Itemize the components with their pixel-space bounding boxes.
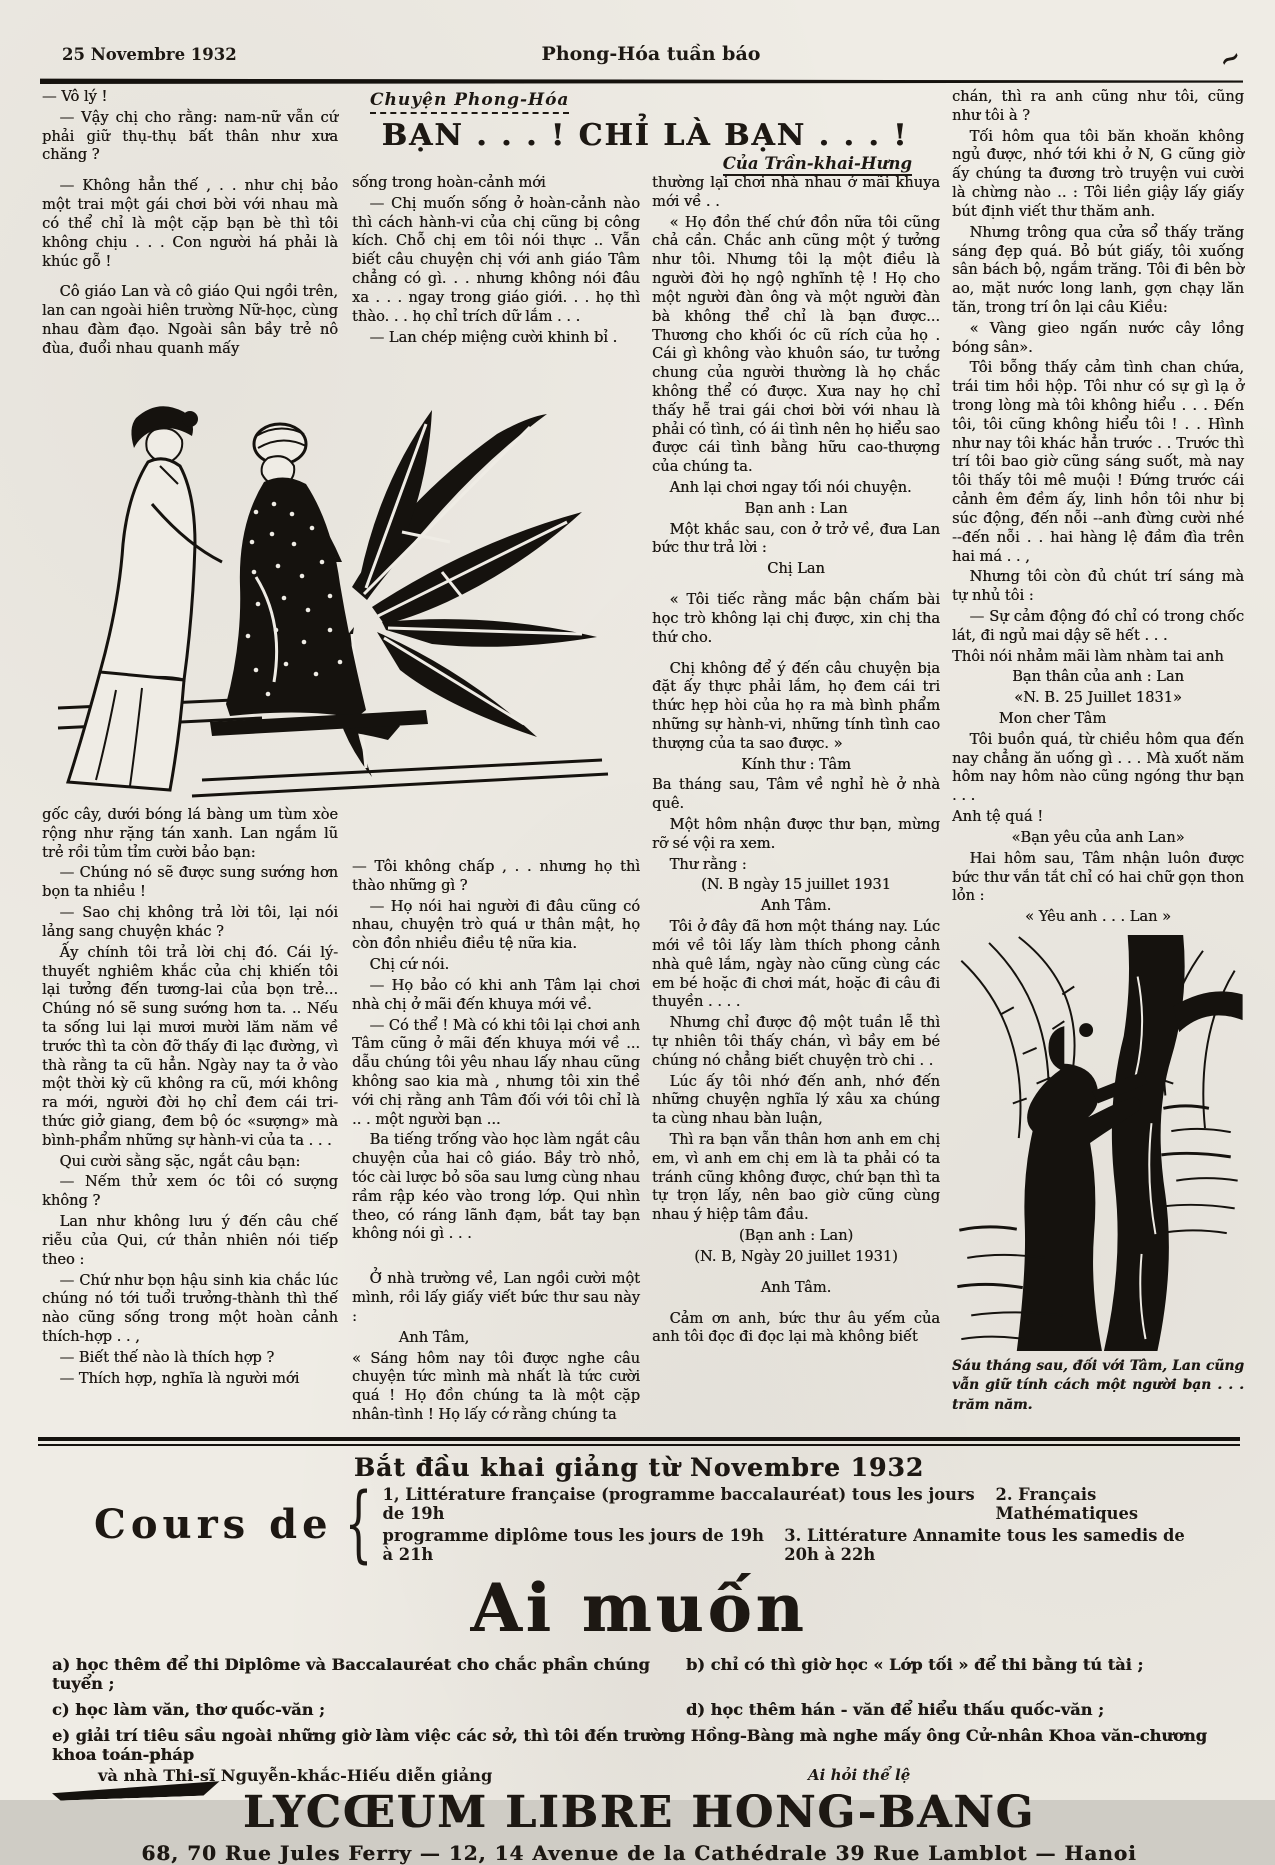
column-2-bottom — [352, 858, 640, 1435]
ad-course-1b: programme diplôme tous les jours de 19h à 21h — [382, 1526, 764, 1564]
byline-row — [352, 154, 938, 176]
story-paragraph: — Thích hợp, nghĩa là người mới — [59, 1369, 300, 1387]
ad-headline: Ai muốn — [470, 1569, 808, 1647]
story-paragraph: Anh lại chơi ngay tối nói chuyện. — [669, 479, 912, 496]
ad-course-option: a) học thêm để thi Diplôme và Baccalauréat cho chắc phần chúng tuyển ; — [52, 1655, 650, 1693]
story-paragraph: Nhưng trông qua cửa sổ thấy trăng sáng đẹp quá. Bỏ bút giấy, tôi xuống sân bách bộ, ngắm trăng. Tôi đi bên bờ ao, mặt nước long lanh, gợn chạy lăn tăn, trong trí ôn lại câu Kiều: — [952, 223, 1244, 316]
section-divider-rule — [38, 1437, 1240, 1446]
column-1-top — [42, 88, 338, 370]
ad-course-option-e: e) giải trí tiêu sầu ngoài những giờ làm việc các sở, thì tôi đến trường Hồng-Bàng mà nghe mấy ông Cử-nhân Khoa văn-chương khoa toán-pháp — [52, 1726, 1207, 1764]
ad-course-3: 3. Littérature Annamite tous les samedis de 20h à 22h — [784, 1526, 1185, 1564]
story-paragraph: Thì ra bạn vẫn thân hơn anh em chị em, vì anh em chị em là ta phải có ta tránh cũng không được, chứ bạn thì ta tự trọn lấy, nên bao giờ cũng cùng nhau ý hiệp tâm đầu. — [652, 1131, 940, 1224]
story-paragraph: Anh Tâm. — [760, 897, 832, 915]
story-paragraph: Anh tệ quá ! — [952, 808, 1044, 826]
story-paragraph: « Họ đồn thế chứ đồn nữa tôi cũng chả cần. Chắc anh cũng một ý tưởng như tôi. Nhưng tôi lạ một điều là người đời họ ngộ nghĩnh tệ ! Họ cho một người đàn ông và một người đàn bà không thể chỉ là bạn được... Thương cho khối óc cũ rích của họ . Cái gì không vào khuôn sáo, tư tưởng chung của người thường là họ chắc không thể có được. Xưa nay họ chỉ thấy hễ trai gái chơi bời với nhau là phải có tình, có ái tình nên họ hiểu sao được cái tình bằng hữu cao-thượng của chúng ta. — [652, 213, 940, 476]
column-3 — [652, 174, 940, 1435]
page-header — [40, 38, 1248, 78]
ad-course-line-1 — [383, 1485, 1220, 1523]
column-2-top — [352, 174, 640, 372]
story-paragraph: — Lan chép miệng cười khinh bỉ . — [369, 328, 618, 346]
story-paragraph: Qui cười sằng sặc, ngắt câu bạn: — [59, 1152, 301, 1170]
ad-cours-label: Cours de — [94, 1501, 333, 1548]
story-paragraph: Hai hôm sau, Tâm nhận luôn được bức thư vắn tắt chỉ có hai chữ gọn thon lỏn : — [952, 849, 1244, 905]
tree-trunk — [1104, 935, 1243, 1351]
story-paragraph: «Bạn yêu của anh Lan» — [1011, 828, 1185, 846]
story-paragraph: Tôi bỗng thấy cảm tình chan chứa, trái tim hồi hộp. Tôi như có sự gì lạ ở trong lòng mà tôi không hiểu . . . Đến tôi, tôi cũng không hiểu tôi ! . . Hình như nay tôi khác hẳn trước . . Trước thì trí tôi bao giờ cũng sáng suốt, mà nay tôi thấy tôi mê muội ! Đứng trước cái cảnh êm đềm ấy, linh hồn tôi như bị súc động, đến nỗi --anh đừng cười nhé --đến nỗi . . hai hàng lệ đầm đìa trên hai má . . , — [952, 359, 1244, 565]
story-paragraph: — Vậy chị cho rằng: nam-nữ vẫn cứ phải giữ thụ-thụ bất thân như xưa chăng ? — [42, 108, 338, 164]
story-paragraph: — Nếm thử xem óc tôi có sượng không ? — [42, 1173, 338, 1210]
story-paragraph: — Sao chị không trả lời tôi, lại nói lảng sang chuyện khác ? — [42, 904, 338, 940]
story-paragraph: Bạn anh : Lan — [744, 499, 848, 517]
story-paragraph: Bạn thân của anh : Lan — [1012, 668, 1184, 686]
story-paragraph: Mon cher Tâm — [998, 710, 1107, 727]
story-paragraph: Ba tháng sau, Tâm về nghỉ hè ở nhà quê. — [652, 776, 940, 813]
story-paragraph: Một hôm nhận được thư bạn, mừng rỡ sé vội ra xem. — [652, 816, 940, 852]
story-byline: Của Trần-khai-Hưng — [723, 154, 912, 176]
story-paragraph: Cô giáo Lan và cô giáo Qui ngồi trên, lan can ngoài hiên trường Nữ-học, cùng nhau đàm đạo. Ngoài sân bầy trẻ nô đùa, đuổi nhau quanh mấy — [42, 283, 338, 357]
story-paragraph: — Chứ như bọn hậu sinh kia chắc lúc chúng nó tới tuổi trưởng-thành thì thế nào cũng sống trong một hoàn cảnh thích-hợp . . , — [42, 1271, 338, 1345]
teacher-right — [210, 424, 428, 740]
story-paragraph: (Bạn anh : Lan) — [738, 1227, 854, 1245]
story-paragraph: « Yêu anh . . . Lan » — [1025, 908, 1171, 926]
story-paragraph: (N. B, Ngày 20 juillet 1931) — [694, 1247, 898, 1265]
story-paragraph: sống trong hoàn-cảnh mới — [352, 174, 546, 191]
story-paragraph: Ở nhà trường về, Lan ngồi cười một mình, rồi lấy giấy viết bức thư sau này : — [352, 1270, 640, 1325]
story-paragraph: Tôi buồn quá, từ chiều hôm qua đến nay chẳng ăn uống gì . . . Mà xuốt năm hôm nay hôm nào cũng ngóng thư bạn . . . — [952, 730, 1244, 805]
illustration-woman-by-tree — [952, 935, 1244, 1351]
corner-ink-mark-icon: ~ — [1213, 40, 1248, 78]
story-paragraph: — Có thể ! Mà có khi tôi lại chơi anh Tâm cũng ở mãi đến khuya mới về ... dẫu chúng tôi yêu nhau lấy nhau cũng không sao kia mà , nhưng tôi xin thề với chị rằng anh Tâm đối với tôi chỉ là .. . một người bạn ... — [352, 1016, 640, 1128]
story-paragraph: « Sáng hôm nay tôi được nghe câu chuyện tức mình mà nhất là tức cười quá ! Họ đồn chúng ta là một cặp nhân-tình ! Họ lấy cớ rằng chúng ta — [352, 1349, 640, 1423]
story-paragraph: Tôi ở đây đã hơn một tháng nay. Lúc mới về tôi lấy làm thích phong cảnh nhà quê lắm, ngày nào cũng cùng các em bé hoặc đi chơi mát, hoặc đi câu đi thuyền . . . . — [652, 918, 940, 1011]
brace-glyph: { — [344, 1476, 373, 1573]
ad-course-2: 2. Français Mathématiques — [995, 1485, 1139, 1523]
story-paragraph: — Sự cảm động đó chỉ có trong chốc lát, đi ngủ mai dậy sẽ hết . . . — [952, 607, 1244, 644]
ad-course-option-e2: và nhà Thi-sĩ Nguyễn-khắc-Hiếu diễn giảng — [98, 1766, 493, 1785]
story-paragraph: — Biết thế nào là thích hợp ? — [59, 1348, 275, 1366]
school-name: LYCŒUM LIBRE HONG-BANG — [242, 1787, 1036, 1838]
story-paragraph: Kính thư : Tâm — [741, 755, 851, 773]
story-paragraph: gốc cây, dưới bóng lá bàng um tùm xòe rộng như rặng tán xanh. Lan ngắm lũ trẻ rồi tủm tỉm cười bảo bạn: — [42, 806, 338, 861]
story-paragraph: Chị không để ý đến câu chuyện bịa đặt ấy thực phải lắm, họ đem cái tri thức hẹp hòi của họ ra mà bình phẩm những sự hành-vi, những tính tình cao thượng của ta sao được. » — [652, 659, 940, 752]
story-paragraph: Chị Lan — [767, 560, 825, 578]
story-paragraph: (N. B ngày 15 juillet 1931 — [701, 876, 891, 894]
story-paragraph: — Chúng nó sẽ được sung sướng hơn bọn ta nhiều ! — [42, 864, 338, 901]
header-rule — [40, 78, 1243, 84]
ad-options-grid — [52, 1655, 1226, 1719]
story-paragraph: — Họ nói hai người đi đâu cũng có nhau, chuyện trò quá ư thân mật, họ còn đồn nhiều điều tệ nữa kia. — [352, 897, 640, 953]
story-paragraph: Anh Tâm. — [760, 1278, 832, 1296]
illustration-two-teachers — [42, 372, 638, 800]
story-paragraph: «N. B. 25 Juillet 1831» — [1014, 689, 1182, 707]
masthead: Phong-Hóa tuần báo — [541, 43, 761, 65]
story-paragraph: Ấy chính tôi trả lời chị đó. Cái lý-thuyết nghiêm khắc của chị khiến tôi lại tưởng đến tương-lai của bọn trẻ... Chúng nó sẽ sung sướng hơn ta. .. Nếu ta sống lui lại mươi mười lăm năm về trước thì ta còn đỡ thấy đi lạc đường, vì thà rằng ta cũ hẳn. Ngày nay ta ở vào một thời kỳ cũ không ra cũ, mới không ra mới, người đời họ chỉ đem cái tri-thức giở giang, đem bộ óc «sượng» mà bình-phẩm những sự hành-vi của ta . . . — [42, 943, 338, 1149]
story-title-block — [352, 90, 938, 176]
woman-by-tree-ink-drawing — [952, 935, 1244, 1351]
column-4-text — [952, 88, 1244, 927]
story-paragraph: « Vàng gieo ngấn nước cây lồng bóng sân». — [952, 319, 1244, 356]
story-paragraph: Một khắc sau, con ở trở về, đưa Lan bức thư trả lời : — [652, 520, 940, 557]
ad-course-option: c) học làm văn, thơ quốc-văn ; — [52, 1700, 325, 1719]
ad-note: Ai hỏi thể lệ — [808, 1766, 911, 1784]
school-address: 68, 70 Rue Jules Ferry — 12, 14 Avenue de la Cathédrale 39 Rue Lamblot — Hanoi — [141, 1841, 1137, 1865]
story-paragraph: Cảm ơn anh, bức thư âu yếm của anh tôi đọc đi đọc lại mà không biết — [652, 1309, 940, 1346]
column-1-bottom — [42, 806, 338, 1434]
ad-banner: Bắt đầu khai giảng từ Novembre 1932 — [353, 1453, 925, 1482]
teacher-left — [68, 406, 222, 790]
story-paragraph: Chị cứ nói. — [369, 956, 450, 974]
story-paragraph: chán, thì ra anh cũng như tôi, cũng như tôi à ? — [952, 88, 1244, 124]
story-paragraph: — Họ bảo có khi anh Tâm lại chơi nhà chị ở mãi đến khuya mới về. — [352, 976, 640, 1013]
story-title: BẠN . . . ! CHỈ LÀ BẠN . . . ! — [381, 118, 909, 153]
story-kicker: Chuyện Phong-Hóa — [370, 90, 569, 114]
story-paragraph: — Không hẳn thế , . . như chị bảo một trai một gái chơi bời với nhau mà có thể chỉ là một cặp bạn bè thì tôi không chịu . . . Con người há phải là khúc gỗ ! — [42, 177, 338, 270]
story-paragraph: Ba tiếng trống vào học làm ngắt câu chuyện của hai cô giáo. Bầy trò nhỏ, tóc cài lược bỏ sõa sau lưng cùng nhau rầm rập kéo vào trong lớp. Qui nhìn theo, có ráng lãnh đạm, bắt tay bạn không nói gì . . . — [352, 1131, 640, 1243]
advertisement-section — [38, 1437, 1240, 1865]
ad-course-option: d) học thêm hán - văn để hiểu thấu quốc-văn ; — [685, 1700, 1104, 1719]
story-paragraph: Anh Tâm, — [398, 1328, 470, 1346]
ad-course-line-2 — [383, 1526, 1220, 1564]
story-paragraph: Lúc ấy tôi nhớ đến anh, nhớ đến những chuyện nghĩa lý xâu xa chúng ta cùng nhau bàn luận, — [652, 1072, 940, 1128]
ad-courses-row — [94, 1476, 1220, 1573]
illustration-caption: Sáu tháng sau, đối với Tâm, Lan cũng vẫn giữ tính cách một người bạn . . . trăm năm. — [952, 1357, 1244, 1413]
two-teachers-ink-drawing — [42, 372, 638, 800]
story-paragraph: « Tôi tiếc rằng mắc bận chấm bài học trò không lại chị được, xin chị tha thứ cho. — [652, 591, 940, 646]
issue-date: 25 Novembre 1932 — [62, 44, 237, 64]
story-paragraph: Thôi nói nhảm mãi làm nhàm tai anh — [952, 647, 1224, 665]
ad-course-1: 1, Littérature française (programme baccalauréat) tous les jours de 19h — [382, 1485, 975, 1523]
story-paragraph: — Vô lý ! — [42, 88, 108, 105]
ad-footer-row — [52, 1766, 1226, 1785]
story-paragraph: Tối hôm qua tôi băn khoăn không ngủ được, nhớ tới khi ở N, G cũng giờ ấy chúng ta đương trò truyện vui cười là chừng nào .. : Tôi liền giậy lấy giấy bút định viết thư thăm anh. — [952, 127, 1244, 220]
story-paragraph: — Tôi không chấp , . . nhưng họ thì thào những gì ? — [352, 858, 640, 894]
story-paragraph: Thư rằng : — [669, 855, 747, 873]
story-paragraph: thường lại chơi nhà nhau ở mãi khuya mới về . . — [652, 174, 940, 210]
water-ripples — [957, 1106, 1237, 1339]
story-paragraph: Lan như không lưu ý đến câu chế riễu của Qui, cứ thản nhiên nói tiếp theo : — [42, 1213, 338, 1268]
story-paragraph: Nhưng tôi còn đủ chút trí sáng mà tự nhủ tôi : — [952, 568, 1244, 605]
story-paragraph: Nhưng chỉ được độ một tuần lễ thì tự nhiên tôi thấy chán, vì bầy em bé chúng nó chẳng biết chuyện trò chi . . — [652, 1014, 940, 1069]
willow-branches — [961, 937, 1234, 1138]
ad-course-option: b) chỉ có thì giờ học « Lớp tối » để thi bằng tú tài ; — [685, 1655, 1144, 1674]
column-4 — [952, 88, 1244, 1435]
ad-course-lines — [383, 1482, 1220, 1567]
story-paragraph: — Chị muốn sống ở hoàn-cảnh nào thì cách hành-vi của chị cũng bị công kích. Chỗ chị em tôi nói thực .. Vẫn biết câu chuyện chị với anh giáo Tâm chẳng có gì. . . nhưng không nói đâu xa . . . ngay trong giáo giới. . . họ thì thào. . . họ chỉ trích dữ lắm . . . — [352, 194, 640, 325]
